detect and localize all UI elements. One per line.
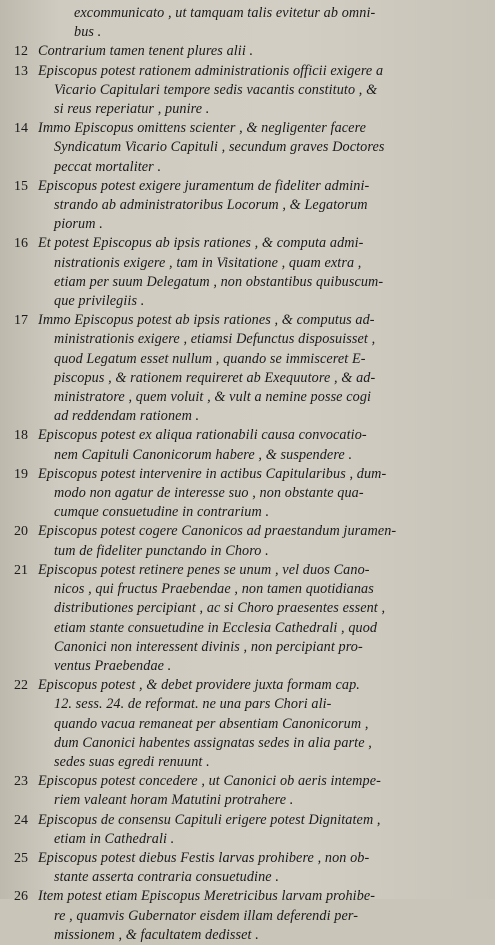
text-line: nicos , qui fructus Praebendae , non tamen quotidianas (54, 581, 374, 598)
continuation-entry (10, 4, 487, 42)
text-line: etiam per suum Delegatum , non obstantibus quibuscum- (54, 273, 384, 290)
entry-26 (10, 887, 487, 945)
entry-number: 16 (14, 236, 28, 252)
entry-number: 24 (14, 812, 28, 828)
text-line: Vicario Capitulari tempore sedis vacantis constituto , & (54, 81, 378, 98)
text-line: 12. sess. 24. de reformat. ne una pars Chori ali- (54, 696, 332, 713)
text-line: Et potest Episcopus ab ipsis rationes , & computa admi- (38, 235, 364, 252)
text-line: sedes suas egredi renuunt . (54, 753, 210, 770)
entry-number: 21 (14, 562, 28, 578)
entry-14 (10, 119, 487, 177)
text-line: dum Canonici habentes assignatas sedes in alia parte , (54, 734, 372, 751)
text-line: etiam stante consuetudine in Ecclesia Cathedrali , quod (54, 619, 378, 636)
text-line: piscopus , & rationem requireret ab Exequutore , & ad- (54, 369, 376, 386)
text-line: si reus reperiatur , punire . (54, 101, 210, 118)
text-line: ministratore , quem voluit , & vult a nemine posse cogi (54, 389, 372, 406)
text-line: Syndicatum Vicario Capituli , secundum graves Doctores (54, 139, 385, 156)
text-line: nem Capituli Canonicorum habere , & suspendere . (54, 446, 353, 463)
text-line: Episcopus potest rationem administrationis officii exigere a (38, 62, 384, 79)
text-line: Immo Episcopus potest ab ipsis rationes , & computus ad- (38, 312, 375, 329)
text-line: riem valeant horam Matutini protrahere . (54, 792, 294, 809)
text-line: peccat mortaliter . (54, 158, 162, 175)
entry-25 (10, 849, 487, 887)
text-line: strando ab administratoribus Locorum , & Legatorum (54, 197, 368, 214)
text-line: Episcopus de consensu Capituli erigere potest Dignitatem , (38, 811, 381, 828)
text-line: Episcopus potest exigere juramentum de fideliter admini- (38, 177, 370, 194)
entry-number: 13 (14, 63, 28, 79)
entry-number: 19 (14, 466, 28, 482)
entry-number: 25 (14, 850, 28, 866)
text-line: quando vacua remaneat per absentiam Canonicorum , (54, 715, 369, 732)
entry-13 (10, 62, 487, 120)
entry-number: 14 (14, 121, 28, 137)
text-line: Episcopus potest ex aliqua rationabili causa convocatio- (38, 427, 367, 444)
text-line: quod Legatum esset nullum , quando se immisceret E- (54, 350, 366, 367)
entry-24 (10, 811, 487, 849)
text-line: Episcopus potest intervenire in actibus Capitularibus , dum- (38, 465, 387, 482)
entry-22 (10, 676, 487, 772)
entry-number: 18 (14, 428, 28, 444)
text-line: piorum . (54, 216, 103, 233)
text-line: ad reddendam rationem . (54, 408, 200, 425)
entry-12 (10, 42, 487, 61)
text-line: tum de fideliter punctando in Choro . (54, 542, 269, 559)
entry-number: 15 (14, 178, 28, 194)
text-line: missionem , & facultatem dedisset . (54, 926, 259, 943)
text-line: re , quamvis Gubernator eisdem illam deferendi per- (54, 907, 359, 924)
text-line: stante asserta contraria consuetudine . (54, 869, 279, 886)
entry-number: 20 (14, 524, 28, 540)
text-line: Episcopus potest , & debet providere juxta formam cap. (38, 677, 360, 694)
text-line: nistrationis exigere , tam in Visitatione , quam extra , (54, 254, 362, 271)
entry-17 (10, 311, 487, 426)
text-line: etiam in Cathedrali . (54, 830, 175, 847)
entry-number: 22 (14, 678, 28, 694)
entry-21 (10, 561, 487, 676)
entry-number: 26 (14, 889, 28, 905)
entry-16 (10, 234, 487, 311)
text-line: Contrarium tamen tenent plures alii . (38, 43, 254, 60)
entry-number: 17 (14, 313, 28, 329)
text-line: Episcopus potest diebus Festis larvas prohibere , non ob- (38, 849, 370, 866)
entry-19 (10, 465, 487, 523)
text-line: Canonici non interessent divinis , non percipiant pro- (54, 638, 363, 655)
text-line: Immo Episcopus omittens scienter , & negligenter facere (38, 120, 367, 137)
entry-number: 12 (14, 44, 28, 60)
text-line: excommunicato , ut tamquam talis evitetur ab omni- (74, 5, 376, 21)
entry-18 (10, 426, 487, 464)
text-line: Episcopus potest concedere , ut Canonici ob aeris intempe- (38, 773, 381, 790)
text-line: cumque consuetudine in contrarium . (54, 504, 270, 521)
entry-15 (10, 177, 487, 235)
text-line: modo non agatur de interesse suo , non obstante qua- (54, 485, 364, 502)
text-line: Item potest etiam Episcopus Meretricibus larvam prohibe- (38, 888, 376, 905)
text-line: distributiones percipiant , ac si Choro praesentes essent , (54, 600, 386, 617)
text-line: ministrationis exigere , etiamsi Defunctus disposuisset , (54, 331, 376, 348)
text-line: Episcopus potest retinere penes se unum , vel duos Cano- (38, 561, 370, 578)
entry-number: 23 (14, 774, 28, 790)
text-line: ventus Praebendae . (54, 657, 172, 674)
text-line: bus . (74, 24, 102, 41)
entry-20 (10, 522, 487, 560)
entry-23 (10, 772, 487, 810)
text-line: que privilegiis . (54, 293, 145, 310)
text-line: Episcopus potest cogere Canonicos ad praestandum juramen- (38, 523, 397, 540)
